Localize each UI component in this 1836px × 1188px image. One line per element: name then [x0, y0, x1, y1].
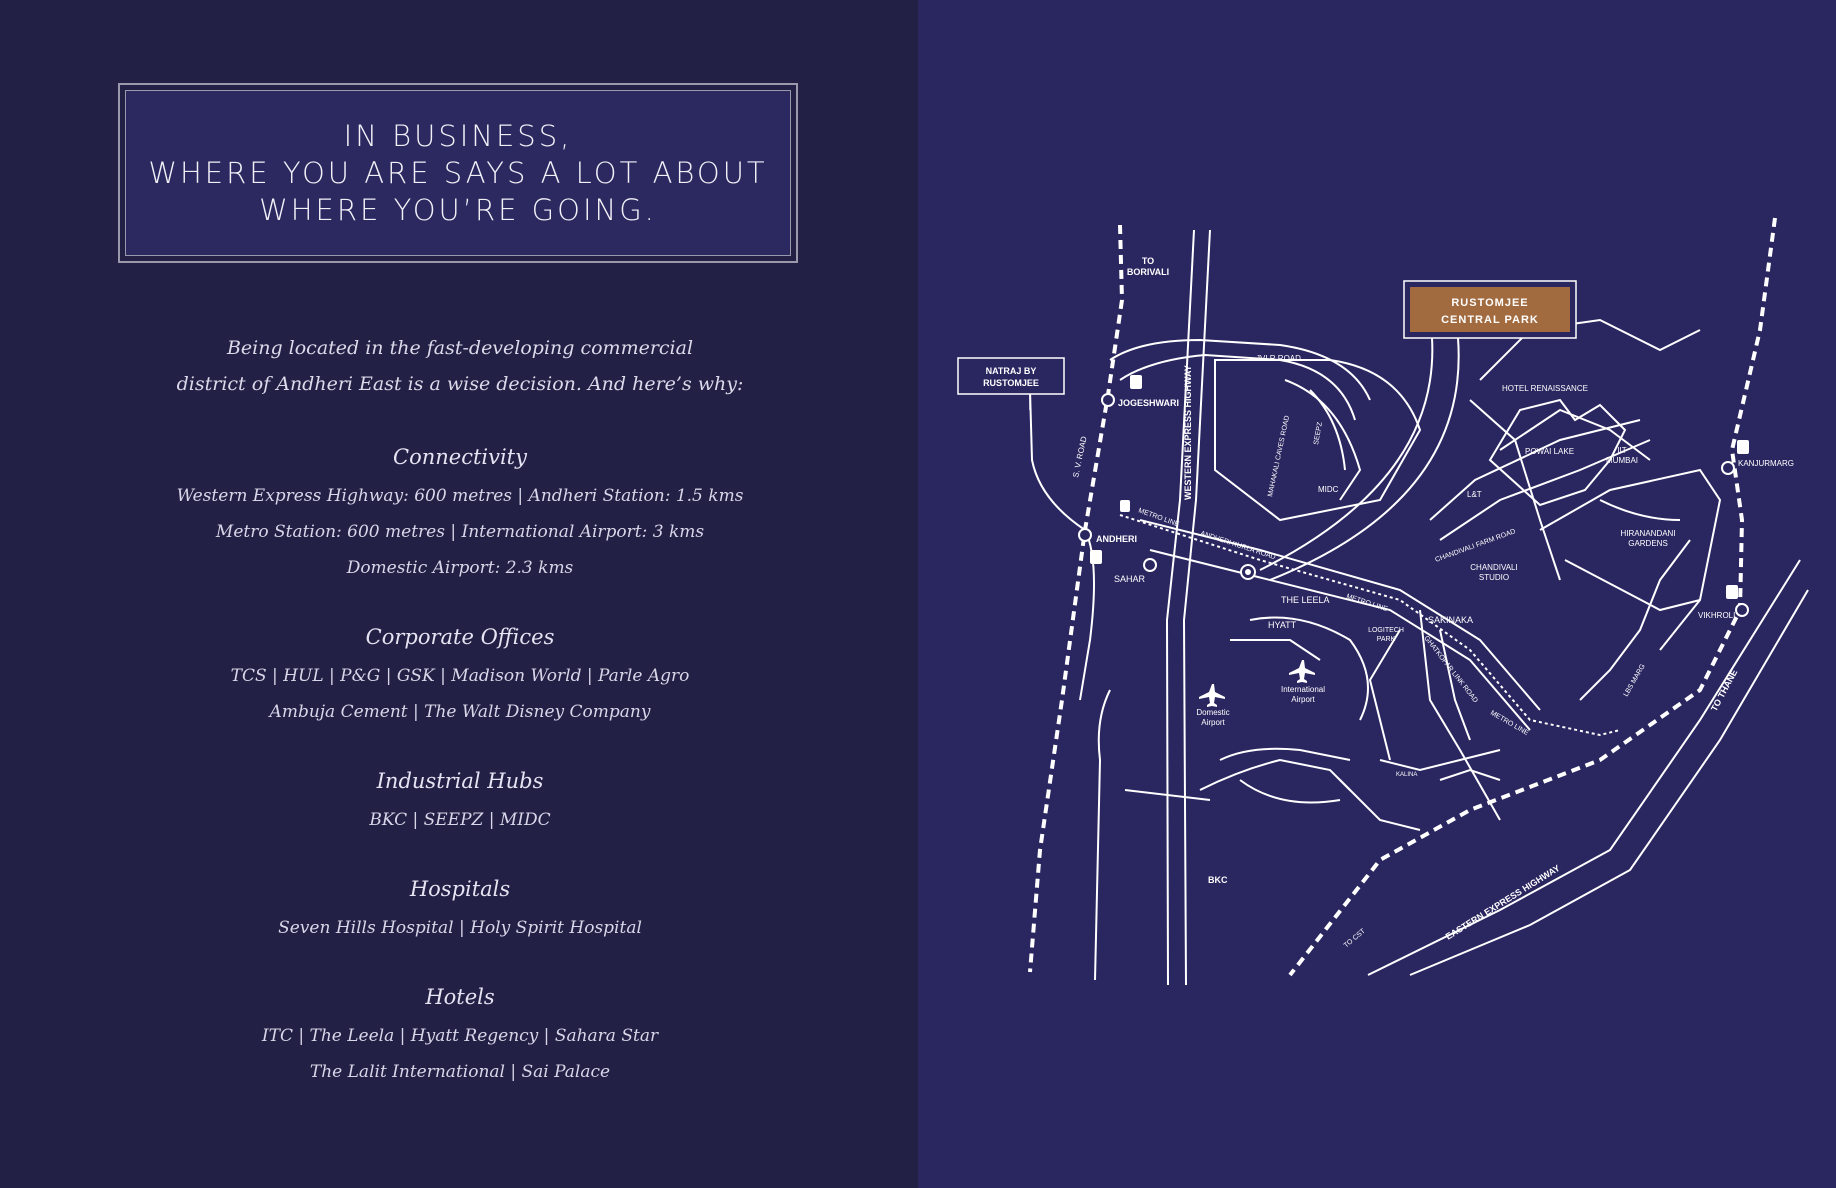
international-airport-label-2: Airport	[1291, 695, 1315, 704]
lt-label: L&T	[1467, 490, 1482, 499]
sahar-marker	[1144, 559, 1156, 571]
kanjurmarg-label: KANJURMARG	[1738, 459, 1795, 468]
hiranandani-label-2: GARDENS	[1628, 539, 1668, 548]
airplane-icon	[1289, 660, 1315, 683]
section-title: Industrial Hubs	[376, 769, 544, 793]
headline-line-3: WHERE YOU’RE GOING.	[259, 192, 657, 227]
sakinaka-label: SAKINAKA	[1428, 615, 1474, 625]
train-icon	[1120, 500, 1130, 512]
project-label-line-2: CENTRAL PARK	[1441, 314, 1539, 326]
western-railway	[1030, 225, 1122, 972]
section-line: The Lalit International | Sai Palace	[309, 1062, 611, 1082]
chandivali-studio-label-2: STUDIO	[1478, 573, 1510, 582]
section-line: Western Express Highway: 600 metres | Andheri Station: 1.5 kms	[176, 486, 744, 506]
metro-line	[1120, 515, 1620, 735]
the-leela-label: THE LEELA	[1281, 595, 1330, 605]
sahar-label: SAHAR	[1114, 574, 1146, 584]
vikhroli-station	[1736, 604, 1748, 616]
hotel-renaissance-label: HOTEL RENAISSANCE	[1502, 384, 1588, 393]
project-location-dot	[1245, 569, 1251, 575]
jvlr-road-label: JVLR ROAD	[1256, 354, 1301, 363]
intro-paragraph	[120, 330, 800, 402]
metro-line-label-3: METRO LINE	[1489, 709, 1530, 738]
headline-line-2: WHERE YOU ARE SAYS A LOT ABOUT	[148, 155, 768, 190]
natraj-label-box	[958, 358, 1064, 394]
eastern-express-highway-label: EASTERN EXPRESS HIGHWAY	[1443, 862, 1562, 942]
lbs-marg-label: LBS MARG	[1622, 663, 1647, 698]
train-icon	[1726, 585, 1738, 599]
section-hospitals	[120, 874, 800, 946]
train-icon	[1737, 440, 1749, 454]
powai-lake-label: POWAI LAKE	[1525, 447, 1575, 456]
airplane-icon	[1199, 684, 1225, 707]
project-label-line-1: RUSTOMJEE	[1451, 297, 1529, 309]
to-borivali-label-1: TO	[1141, 256, 1155, 266]
section-line: ITC | The Leela | Hyatt Regency | Sahara Star	[261, 1026, 659, 1046]
metro-line-label-1: METRO LINE	[1137, 507, 1180, 529]
section-line: BKC | SEEPZ | MIDC	[369, 810, 551, 830]
section-connectivity	[120, 442, 800, 586]
jogeshwari-label: JOGESHWARI	[1118, 398, 1180, 408]
to-borivali-label-2: BORIVALI	[1126, 267, 1170, 277]
section-line: Domestic Airport: 2.3 kms	[346, 558, 574, 578]
to-thane-label: TO THANE	[1708, 667, 1740, 713]
section-line: Seven Hills Hospital | Holy Spirit Hospital	[278, 918, 642, 938]
bkc-label: BKC	[1208, 875, 1228, 885]
sv-road-label: S. V. ROAD	[1071, 435, 1089, 479]
andheri-station	[1079, 529, 1091, 541]
logitech-park-label-1: LOGITECH	[1368, 627, 1404, 634]
section-title: Connectivity	[393, 445, 527, 469]
western-express-highway-label: WESTERN EXPRESS HIGHWAY	[1183, 365, 1193, 500]
jogeshwari-station	[1102, 394, 1114, 406]
intro-line-1: Being located in the fast-developing commercial	[226, 337, 694, 359]
hyatt-label: HYATT	[1268, 620, 1297, 630]
natraj-label-line-1: NATRAJ BY	[985, 366, 1037, 376]
domestic-airport-label-1: Domestic	[1196, 708, 1230, 717]
iit-label-2: MUMBAI	[1606, 456, 1638, 465]
ghatkopar-link-road-label: GHATKOPAR LINK ROAD	[1422, 634, 1479, 705]
section-line: TCS | HUL | P&G | GSK | Madison World | Parle Agro	[230, 666, 690, 686]
seepz-label: SEEPZ	[1313, 421, 1324, 446]
iit-label-1: IIT	[1617, 446, 1627, 455]
kanjurmarg-station	[1722, 462, 1734, 474]
train-icon	[1130, 375, 1142, 389]
section-hotels	[120, 982, 800, 1090]
section-line: Ambuja Cement | The Walt Disney Company	[269, 702, 651, 722]
kalina-label: KALINA	[1396, 772, 1418, 778]
headline-box	[118, 83, 798, 263]
midc-label: MIDC	[1318, 485, 1339, 494]
chandivali-studio-label-1: CHANDIVALI	[1470, 563, 1518, 572]
western-express-highway	[1167, 230, 1194, 985]
location-map	[918, 0, 1836, 1188]
section-industrial-hubs	[120, 766, 800, 838]
international-airport-label-1: International	[1280, 685, 1326, 694]
mahakali-caves-road-label: MAHAKALI CAVES ROAD	[1267, 415, 1292, 498]
hiranandani-label-1: HIRANANDANI	[1620, 529, 1676, 538]
metro-line-label-2: METRO LINE	[1345, 593, 1389, 614]
train-icon	[1090, 550, 1102, 564]
vikhroli-label: VIKHROLI	[1698, 611, 1736, 620]
andheri-label: ANDHERI	[1096, 534, 1138, 544]
headline-inner	[125, 90, 791, 256]
section-title: Hotels	[425, 985, 495, 1009]
logitech-park-label-2: PARK	[1376, 636, 1396, 643]
section-corporate-offices	[120, 622, 800, 730]
intro-line-2: district of Andheri East is a wise decision. And here’s why:	[176, 373, 744, 395]
section-title: Hospitals	[409, 877, 511, 901]
andheri-kurla-road-label: ANDHERI KURLA ROAD	[1199, 530, 1277, 562]
to-cst-label: TO CST	[1342, 927, 1367, 950]
domestic-airport-label-2: Airport	[1201, 718, 1225, 727]
section-line: Metro Station: 600 metres | International Airport: 3 kms	[215, 522, 705, 542]
natraj-label-line-2: RUSTOMJEE	[983, 378, 1039, 388]
headline-line-1: IN BUSINESS,	[343, 118, 573, 153]
section-title: Corporate Offices	[365, 625, 555, 649]
chandivali-farm-road-label: CHANDIVALI FARM ROAD	[1434, 528, 1517, 564]
